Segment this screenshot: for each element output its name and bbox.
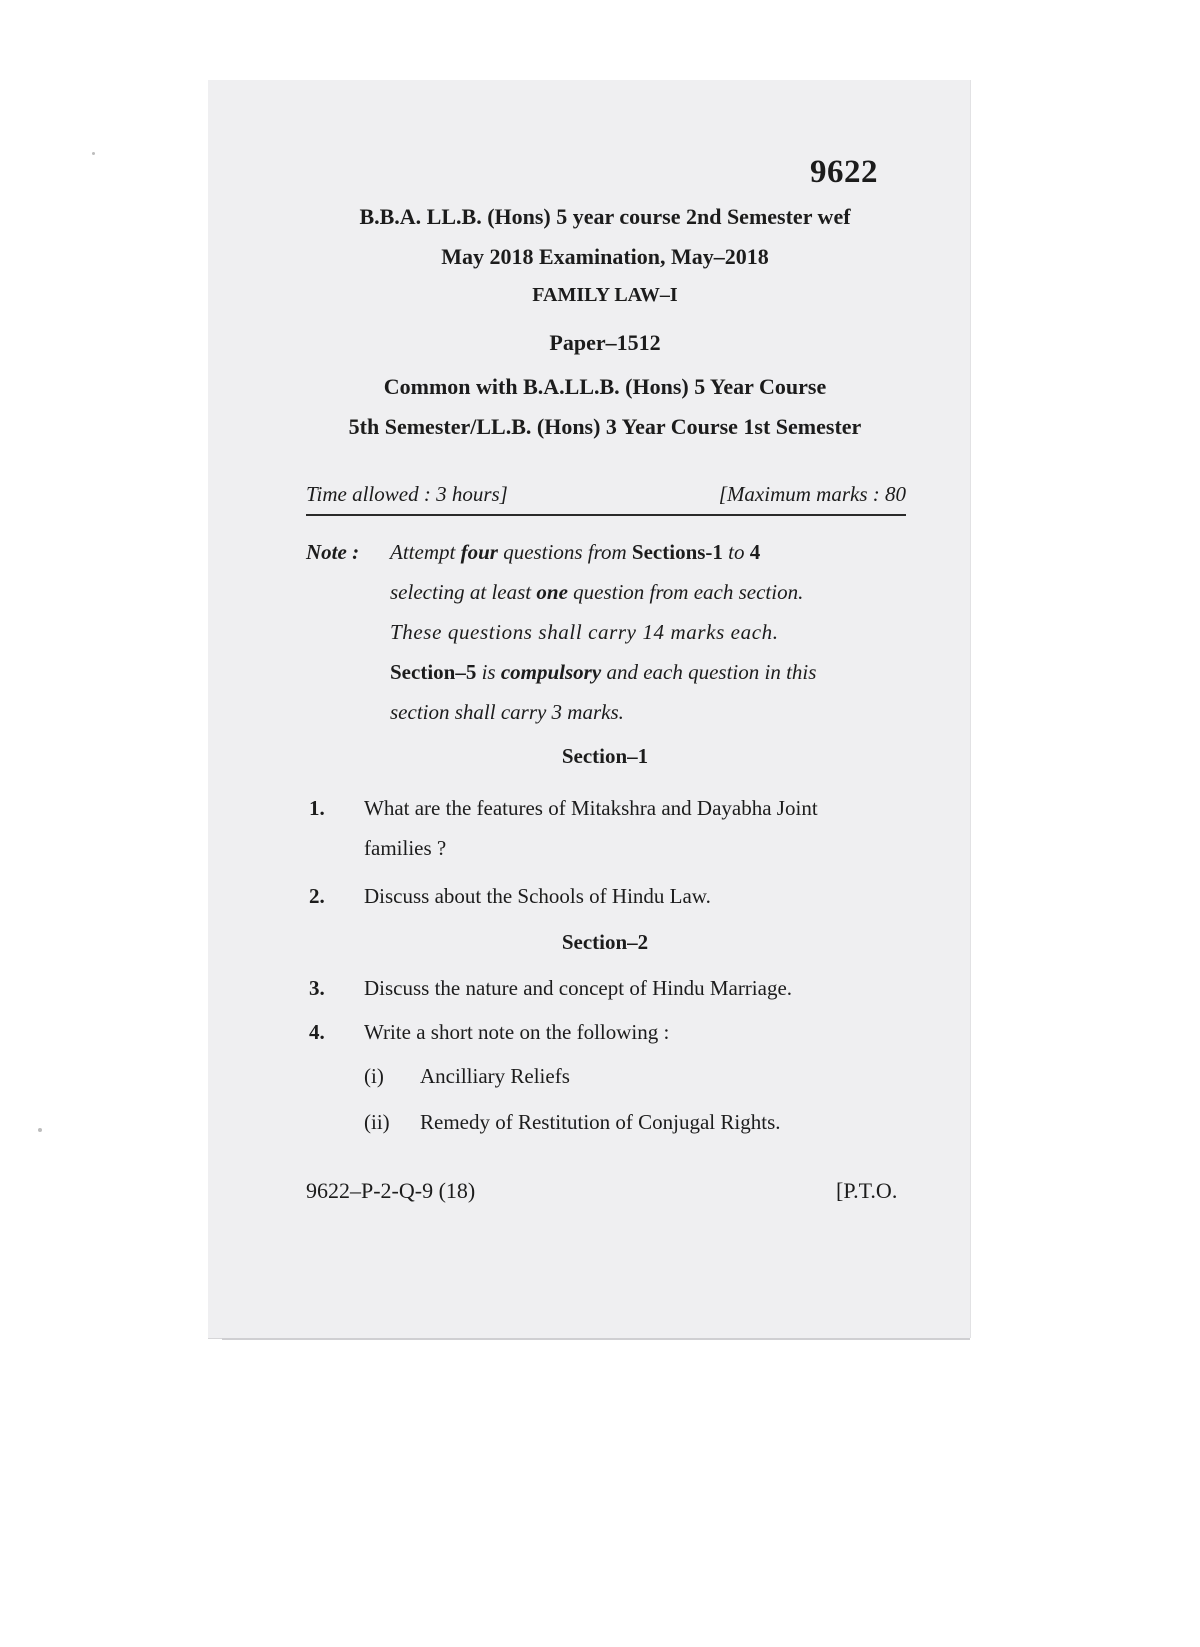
scan-speck xyxy=(38,1128,42,1132)
common-course-2: 5th Semester/LL.B. (Hons) 3 Year Course 1st Semester xyxy=(348,414,862,439)
subpart-text: Remedy of Restitution of Conjugal Rights. xyxy=(420,1110,781,1134)
question-text: Discuss about the Schools of Hindu Law. xyxy=(364,884,711,908)
subpart-number: (ii) xyxy=(364,1110,390,1134)
sheet-edge xyxy=(222,1338,970,1340)
question-text: What are the features of Mitakshra and Dayabha Joint xyxy=(364,796,818,820)
paper-reference-code: 9622–P-2-Q-9 (18) xyxy=(306,1178,476,1203)
question-text: Discuss the nature and concept of Hindu Marriage. xyxy=(364,976,793,1000)
note-line-3: These questions shall carry 14 marks each. xyxy=(390,620,779,644)
paper-code: 9622 xyxy=(810,154,878,190)
exam-meta-row xyxy=(306,482,906,512)
paper-number: Paper–1512 xyxy=(549,330,661,355)
question-number: 2. xyxy=(309,884,325,908)
note-label: Note : xyxy=(306,540,360,564)
subject-title: FAMILY LAW–I xyxy=(532,284,678,306)
note-line-2: selecting at least one question from each section. xyxy=(390,580,804,604)
question-number: 4. xyxy=(309,1020,325,1044)
question-number: 1. xyxy=(309,796,325,820)
maximum-marks: [Maximum marks : 80 xyxy=(718,482,906,506)
time-allowed: Time allowed : 3 hours] xyxy=(306,482,508,506)
subpart-text: Ancilliary Reliefs xyxy=(420,1064,570,1088)
please-turn-over: [P.T.O. xyxy=(836,1178,898,1203)
question-text-continued: families ? xyxy=(364,836,447,860)
divider xyxy=(306,514,906,516)
common-course-1: Common with B.A.LL.B. (Hons) 5 Year Course xyxy=(383,374,827,399)
subpart-number: (i) xyxy=(364,1064,384,1088)
section-heading: Section–1 xyxy=(561,744,649,768)
section-heading: Section–2 xyxy=(561,930,649,954)
exam-session: May 2018 Examination, May–2018 xyxy=(441,244,769,269)
question-text: Write a short note on the following : xyxy=(364,1020,670,1044)
note-line-1: Attempt four questions from Sections-1 to 4 xyxy=(390,540,761,564)
note-line-4: Section–5 is compulsory and each question in this xyxy=(390,660,817,684)
course-title: B.B.A. LL.B. (Hons) 5 year course 2nd Semester wef xyxy=(359,204,851,229)
note-line-5: section shall carry 3 marks. xyxy=(390,700,624,724)
scan-speck xyxy=(92,152,95,155)
question-number: 3. xyxy=(309,976,325,1000)
